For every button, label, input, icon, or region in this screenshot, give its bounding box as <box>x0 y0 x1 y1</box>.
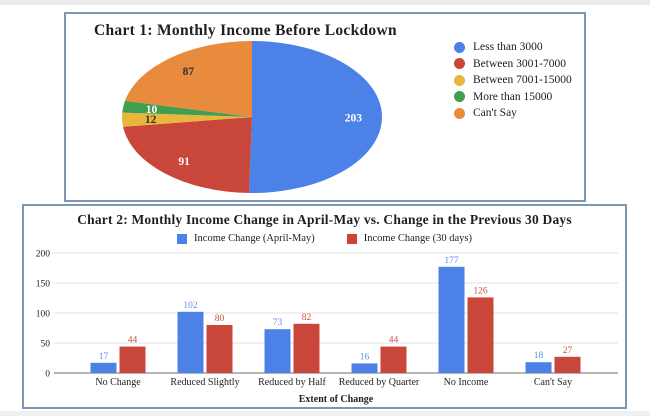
bar-value-label: 126 <box>473 286 488 297</box>
legend-label: Between 3001-7000 <box>473 57 566 70</box>
bar-value-label: 44 <box>127 335 138 346</box>
legend-swatch-circle <box>454 108 465 119</box>
legend-label: More than 15000 <box>473 90 553 103</box>
bar-value-label: 44 <box>388 335 399 346</box>
x-category-label: Can't Say <box>533 377 573 388</box>
bar-30days-2 <box>294 324 320 373</box>
legend-item <box>454 74 572 86</box>
legend-swatch-square <box>177 234 187 244</box>
legend-item <box>177 233 315 244</box>
x-category-label: Reduced by Quarter <box>338 377 420 388</box>
bar-30days-4 <box>468 297 494 373</box>
pie-value-label: 87 <box>182 65 195 78</box>
bar-value-label: 17 <box>98 351 109 362</box>
legend-swatch-circle <box>454 75 465 86</box>
legend-swatch-circle <box>454 91 465 102</box>
bar-value-label: 73 <box>272 318 283 329</box>
bar-30days-5 <box>555 357 581 373</box>
pie-slice-0 <box>249 41 382 193</box>
legend-label: Income Change (April-May) <box>194 233 315 244</box>
legend-item <box>454 58 572 70</box>
legend-item <box>454 107 572 119</box>
page-bottom-edge <box>0 411 650 416</box>
page-top-edge <box>0 0 650 5</box>
bar-aprilmay-2 <box>265 329 291 373</box>
bar-aprilmay-0 <box>91 363 117 373</box>
chart1-title: Chart 1: Monthly Income Before Lockdown <box>94 22 397 39</box>
x-category-label: No Change <box>95 377 141 388</box>
bar-value-label: 27 <box>562 345 573 356</box>
legend-label: Income Change (30 days) <box>363 233 472 244</box>
pie-value-label: 12 <box>144 114 157 127</box>
legend-label: Less than 3000 <box>473 41 543 53</box>
x-category-label: Reduced by Half <box>258 377 326 388</box>
legend-label: Can't Say <box>473 107 517 119</box>
x-axis-title: Extent of Change <box>298 394 374 405</box>
y-tick-label: 100 <box>35 309 50 320</box>
bar-value-label: 16 <box>359 352 370 363</box>
bar-chart <box>24 248 623 406</box>
bar-value-label: 177 <box>444 255 459 266</box>
chart2-title: Chart 2: Monthly Income Change in April-May vs. Change in the Previous 30 Days <box>77 212 572 227</box>
pie-value-label: 91 <box>178 156 190 169</box>
bar-30days-0 <box>120 347 146 373</box>
x-category-label: Reduced Slightly <box>170 377 240 388</box>
bar-value-label: 82 <box>301 312 312 323</box>
legend-item <box>454 41 572 53</box>
x-category-label: No Income <box>443 377 489 388</box>
legend-item <box>454 91 572 103</box>
y-tick-label: 200 <box>35 249 50 260</box>
chart2-frame <box>22 204 627 409</box>
pie-slice-1 <box>123 117 252 193</box>
bar-value-label: 18 <box>533 351 544 362</box>
chart1-frame <box>64 12 586 202</box>
bar-value-label: 80 <box>214 314 225 324</box>
legend-swatch-circle <box>454 58 465 69</box>
legend-item <box>347 233 472 244</box>
chart1-legend <box>454 41 572 124</box>
bar-30days-3 <box>381 347 407 373</box>
bar-aprilmay-1 <box>178 312 204 373</box>
bar-aprilmay-5 <box>526 362 552 373</box>
pie-value-label: 203 <box>344 112 363 125</box>
chart2-legend <box>24 233 625 244</box>
y-tick-label: 50 <box>40 339 50 350</box>
legend-label: Between 7001-15000 <box>473 74 572 86</box>
bar-value-label: 102 <box>183 300 198 311</box>
legend-swatch-square <box>347 234 357 244</box>
y-tick-label: 0 <box>45 369 50 380</box>
bar-30days-1 <box>207 325 233 373</box>
legend-swatch-circle <box>454 42 465 53</box>
bar-aprilmay-4 <box>439 267 465 373</box>
y-tick-label: 150 <box>35 279 50 290</box>
bar-aprilmay-3 <box>352 363 378 373</box>
pie-value-label: 10 <box>145 103 158 116</box>
